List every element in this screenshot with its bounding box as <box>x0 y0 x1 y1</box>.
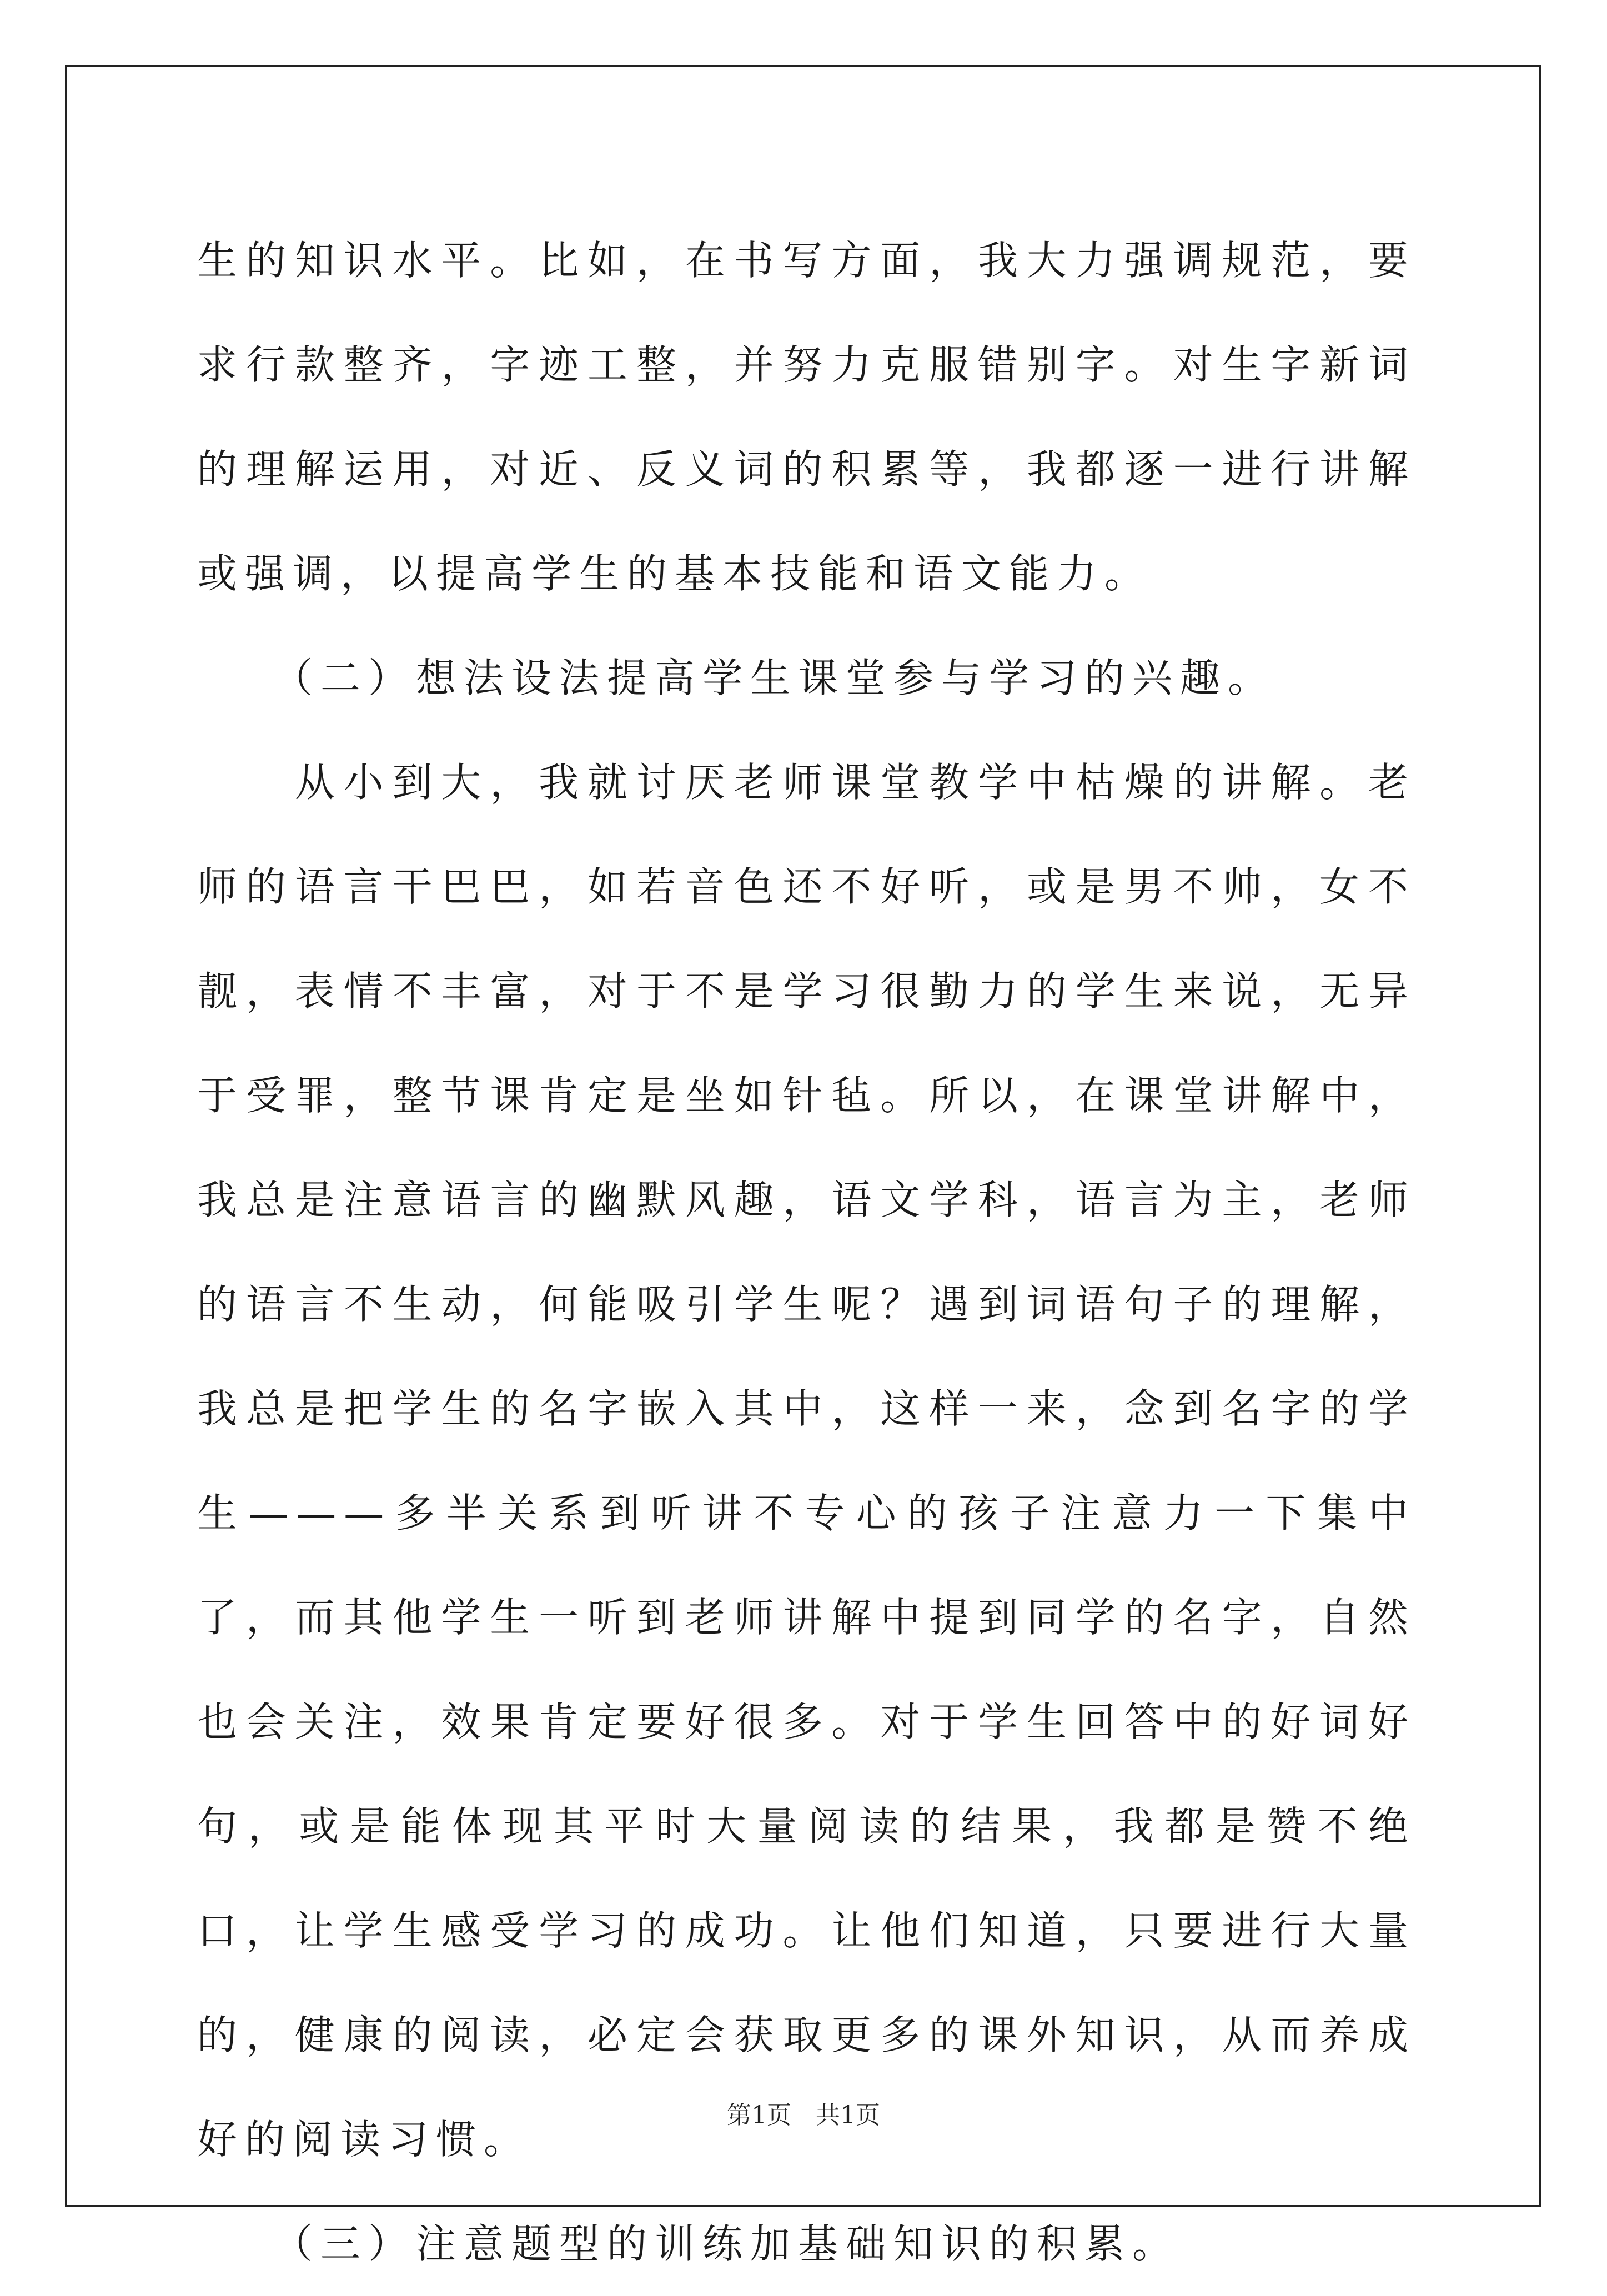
paragraph-1: 生的知识水平。比如，在书写方面，我大力强调规范，要求行款整齐，字迹工整，并努力克服错别字。对生字新词的理解运用，对近、反义词的积累等，我都逐一进行讲解或强调，以提高学生的基本技能和语文能力。 <box>197 237 1416 597</box>
paragraph-3: 从小到大，我就讨厌老师课堂教学中枯燥的讲解。老师的语言干巴巴，如若音色还不好听，或是男不帅，女不靓，表情不丰富，对于不是学习很勤力的学生来说，无异于受罪，整节课肯定是坐如针毡。所以，在课堂讲解中，我总是注意语言的幽默风趣，语文学科，语言为主，老师的语言不生动，何能吸引学生呢？遇到词语句子的理解，我总是把学生的名字嵌入其中，这样一来，念到名字的学生———多半关系到听讲不专心的孩子注意力一下集中了，而其他学生一听到老师讲解中提到同学的名字，自然也会关注，效果肯定要好很多。对于学生回答中的好词好句，或是能体现其平时大量阅读的结果，我都是赞不绝口，让学生感受学习的成功。让他们知道，只要进行大量的，健康的阅读，必定会获取更多的课外知识，从而养成好的阅读习惯。 <box>197 759 1416 2163</box>
paragraph-2-heading: （二）想法设法提高学生课堂参与学习的兴趣。 <box>197 655 1276 701</box>
document-body <box>197 208 1416 2296</box>
page-footer: 第1页 共1页 <box>727 2101 880 2129</box>
paragraph-4-heading: （三）注意题型的训练加基础知识的积累。 <box>197 2220 1181 2267</box>
